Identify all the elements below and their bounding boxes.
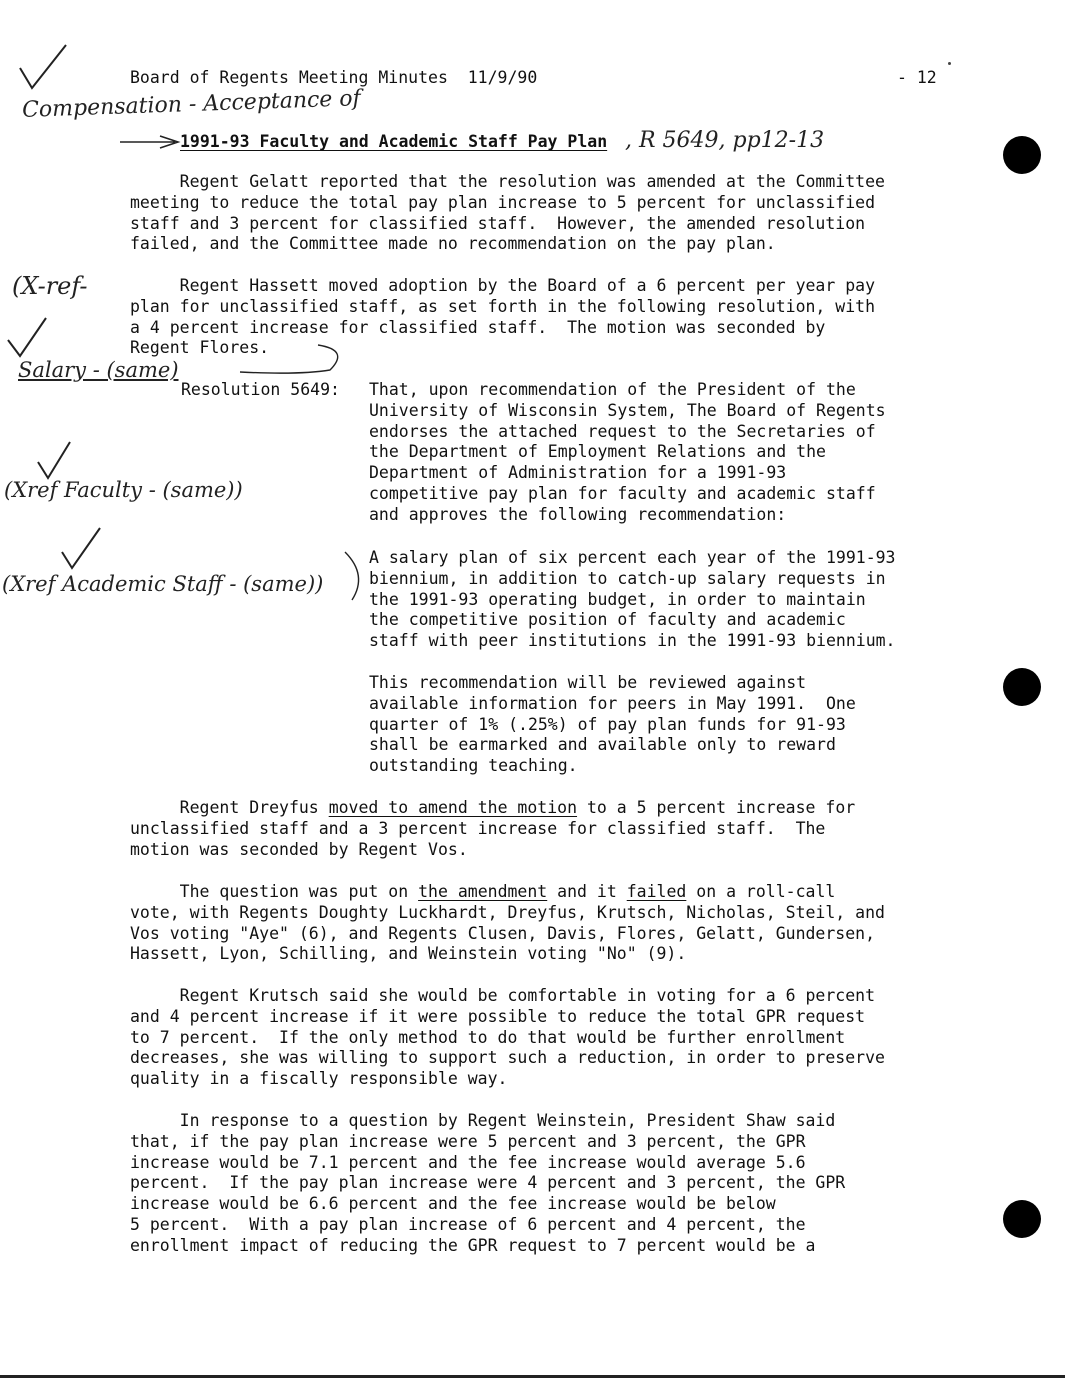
text-line: Regent Flores. (130, 338, 270, 358)
text-line: A salary plan of six percent each year of the 1991-93 (369, 548, 896, 567)
text-line: biennium, in addition to catch-up salary requests in (369, 568, 886, 588)
text-span: and it (547, 882, 627, 901)
section-title: 1991-93 Faculty and Academic Staff Pay Plan (180, 132, 608, 151)
text-line: plan for unclassified staff, as set forth in the following resolution, with (130, 296, 876, 316)
text-span: on a roll-call (686, 882, 836, 901)
stray-dot (948, 62, 951, 65)
handwritten-academic-note: (Xref Academic Staff - (same)) (2, 572, 324, 596)
paragraph-gelatt (130, 172, 885, 255)
text-line: vote, with Regents Doughty Luckhardt, Dreyfus, Krutsch, Nicholas, Steil, and (130, 902, 885, 922)
text-span: Regent Dreyfus (130, 798, 329, 817)
checkmark-icon (38, 442, 70, 478)
text-line: a 4 percent increase for classified staff. The motion was seconded by (130, 317, 826, 337)
text-line: increase would be 6.6 percent and the fee increase would be below (130, 1194, 776, 1214)
text-span: The question was put on (130, 882, 419, 901)
text-line: the Department of Employment Relations and the (369, 442, 826, 462)
text-line (130, 798, 855, 819)
underlined-text: the amendment (418, 882, 548, 901)
checkmark-icon (8, 318, 46, 356)
arrow-icon (120, 136, 178, 148)
salary-plan-text (369, 548, 896, 652)
checkmark-icon (62, 528, 100, 568)
review-text (369, 673, 856, 777)
binder-hole (1003, 1200, 1041, 1238)
text-line: that, if the pay plan increase were 5 percent and 3 percent, the GPR (130, 1131, 806, 1151)
text-line: Vos voting "Aye" (6), and Regents Clusen, Davis, Flores, Gelatt, Gundersen, (130, 923, 876, 943)
underlined-text: moved to amend the motion (328, 798, 578, 817)
paragraph-hassett (130, 276, 875, 359)
text-line: Department of Administration for a 1991-93 (369, 463, 787, 483)
text-line: endorses the attached request to the Secretaries of (369, 421, 876, 441)
text-line: the 1991-93 operating budget, in order to maintain (369, 589, 866, 609)
text-line: Regent Gelatt reported that the resolution was amended at the Committee (130, 172, 885, 191)
handwritten-xref: (X-ref- (12, 272, 88, 300)
text-line: increase would be 7.1 percent and the fee increase would average 5.6 (130, 1152, 806, 1172)
text-line: Hassett, Lyon, Schilling, and Weinstein voting "No" (9). (130, 944, 687, 964)
text-line: staff with peer institutions in the 1991-93 biennium. (369, 631, 896, 651)
text-line: That, upon recommendation of the President of the (369, 380, 856, 399)
resolution-label: Resolution 5649: (181, 380, 340, 399)
text-line: and approves the following recommendation: (369, 504, 787, 524)
text-line: percent. If the pay plan increase were 4 percent and 3 percent, the GPR (130, 1173, 846, 1193)
handwritten-faculty-note: (Xref Faculty - (same)) (4, 478, 243, 502)
text-line: quarter of 1% (.25%) of pay plan funds for 91-93 (369, 714, 846, 734)
binder-hole (1003, 136, 1041, 174)
text-line: In response to a question by Regent Weinstein, President Shaw said (130, 1111, 836, 1130)
text-line: competitive pay plan for faculty and academic staff (369, 483, 876, 503)
paragraph-dreyfus (130, 798, 855, 860)
bracket-stroke (345, 552, 359, 600)
page-number: - 12 (897, 68, 937, 87)
text-line: Regent Hassett moved adoption by the Board of a 6 percent per year pay (130, 276, 876, 295)
text-line: unclassified staff and a 3 percent increase for classified staff. The (130, 818, 826, 838)
resolution-text (369, 380, 886, 526)
text-line: This recommendation will be reviewed against (369, 673, 807, 692)
text-line: and 4 percent increase if it were possible to reduce the total GPR request (130, 1006, 866, 1026)
handwritten-title-note: , R 5649, pp12-13 (625, 128, 825, 153)
underlined-text: failed (626, 882, 687, 901)
text-line: enrollment impact of reducing the GPR request to 7 percent would be a (130, 1235, 816, 1255)
text-line: decreases, she was willing to support such a reduction, in order to preserve (130, 1048, 885, 1068)
paragraph-shaw (130, 1111, 845, 1257)
text-line: the competitive position of faculty and academic (369, 610, 846, 630)
header-title: Board of Regents Meeting Minutes 11/9/90 (130, 68, 538, 87)
paragraph-vote (130, 882, 885, 965)
text-span: to a 5 percent increase for (577, 798, 856, 817)
paragraph-krutsch (130, 986, 885, 1090)
binder-hole (1003, 668, 1041, 706)
text-line: failed, and the Committee made no recommendation on the pay plan. (130, 234, 776, 254)
checkmark-icon (20, 45, 66, 88)
text-line: Regent Krutsch said she would be comfortable in voting for a 6 percent (130, 986, 876, 1005)
text-line: to 7 percent. If the only method to do that would be further enrollment (130, 1027, 846, 1047)
scan-edge (0, 1375, 1065, 1378)
text-line: meeting to reduce the total pay plan increase to 5 percent for unclassified (130, 192, 876, 212)
text-line: quality in a fiscally responsible way. (130, 1069, 508, 1089)
handwritten-heading-note: Compensation - Acceptance of (21, 86, 362, 123)
text-line: available information for peers in May 1991. One (369, 693, 856, 713)
text-line: motion was seconded by Regent Vos. (130, 839, 468, 859)
text-line: shall be earmarked and available only to reward (369, 735, 836, 755)
text-line: 5 percent. With a pay plan increase of 6 percent and 4 percent, the (130, 1214, 806, 1234)
text-line: outstanding teaching. (369, 756, 578, 776)
text-line (130, 882, 885, 903)
text-line: staff and 3 percent for classified staff. However, the amended resolution (130, 213, 866, 233)
text-line: University of Wisconsin System, The Board of Regents (369, 400, 886, 420)
handwritten-salary-note: Salary - (same) (18, 358, 179, 382)
